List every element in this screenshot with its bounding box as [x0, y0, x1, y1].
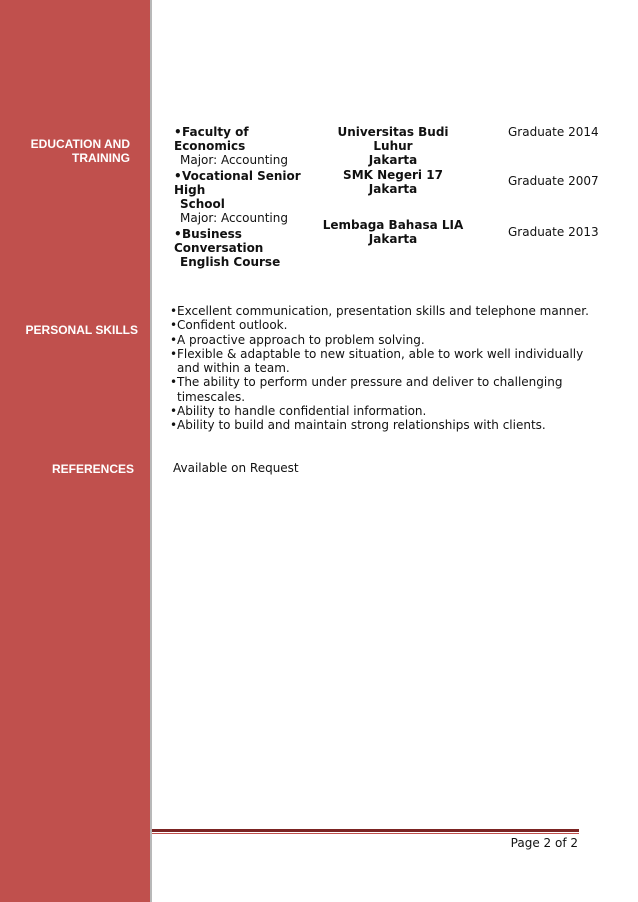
skill-item: • Confident outlook.	[170, 318, 600, 332]
page-number: Page 2 of 2	[510, 836, 578, 850]
references-section-label: REFERENCES	[51, 462, 134, 476]
education-major: Major: Accounting	[180, 153, 288, 167]
institution-city: Jakarta	[368, 153, 418, 167]
skill-item: • Ability to handle confidential information.	[170, 404, 600, 418]
institution-name: Universitas Budi Luhur	[337, 125, 449, 153]
education-section-label	[20, 137, 130, 165]
education-year: Graduate 2014	[508, 125, 599, 139]
education-program: Business Conversation	[174, 227, 264, 255]
institution-name: Lembaga Bahasa LIA	[322, 218, 464, 232]
institution-city: Jakarta	[368, 232, 418, 246]
education-label-line1: EDUCATION AND	[30, 137, 130, 151]
institution-name: SMK Negeri 17	[343, 168, 443, 182]
education-program-cont: School	[180, 197, 225, 211]
education-label-line2: TRAINING	[72, 151, 130, 165]
skills-list	[170, 304, 600, 433]
education-program: Faculty of Economics	[174, 125, 249, 153]
bullet-icon: •	[174, 125, 182, 139]
education-entry	[174, 169, 319, 225]
skills-section-label: PERSONAL SKILLS	[25, 323, 138, 337]
skill-item: • A proactive approach to problem solving.	[170, 333, 600, 347]
education-entry	[174, 125, 314, 167]
references-text: Available on Request	[173, 461, 299, 475]
bullet-icon: •	[174, 227, 182, 241]
education-institution	[318, 125, 468, 167]
education-program-cont: English Course	[180, 255, 281, 269]
education-institution	[318, 218, 468, 246]
education-year: Graduate 2007	[508, 174, 599, 188]
education-program: Vocational Senior High	[174, 169, 301, 197]
sidebar-divider	[150, 0, 152, 902]
education-year: Graduate 2013	[508, 225, 599, 239]
skill-item: • Ability to build and maintain strong relationships with clients.	[170, 418, 600, 432]
skill-item: • The ability to perform under pressure and deliver to challenging timescales.	[170, 375, 600, 404]
sidebar	[0, 0, 152, 902]
education-entry	[174, 227, 319, 269]
footer-rule	[152, 829, 579, 832]
bullet-icon: •	[174, 169, 182, 183]
skill-item: • Excellent communication, presentation skills and telephone manner.	[170, 304, 600, 318]
footer-rule-thin	[152, 833, 579, 834]
skill-item: • Flexible & adaptable to new situation, able to work well individually and within a team.	[170, 347, 600, 376]
education-major: Major: Accounting	[180, 211, 288, 225]
education-institution	[318, 168, 468, 196]
institution-city: Jakarta	[368, 182, 418, 196]
